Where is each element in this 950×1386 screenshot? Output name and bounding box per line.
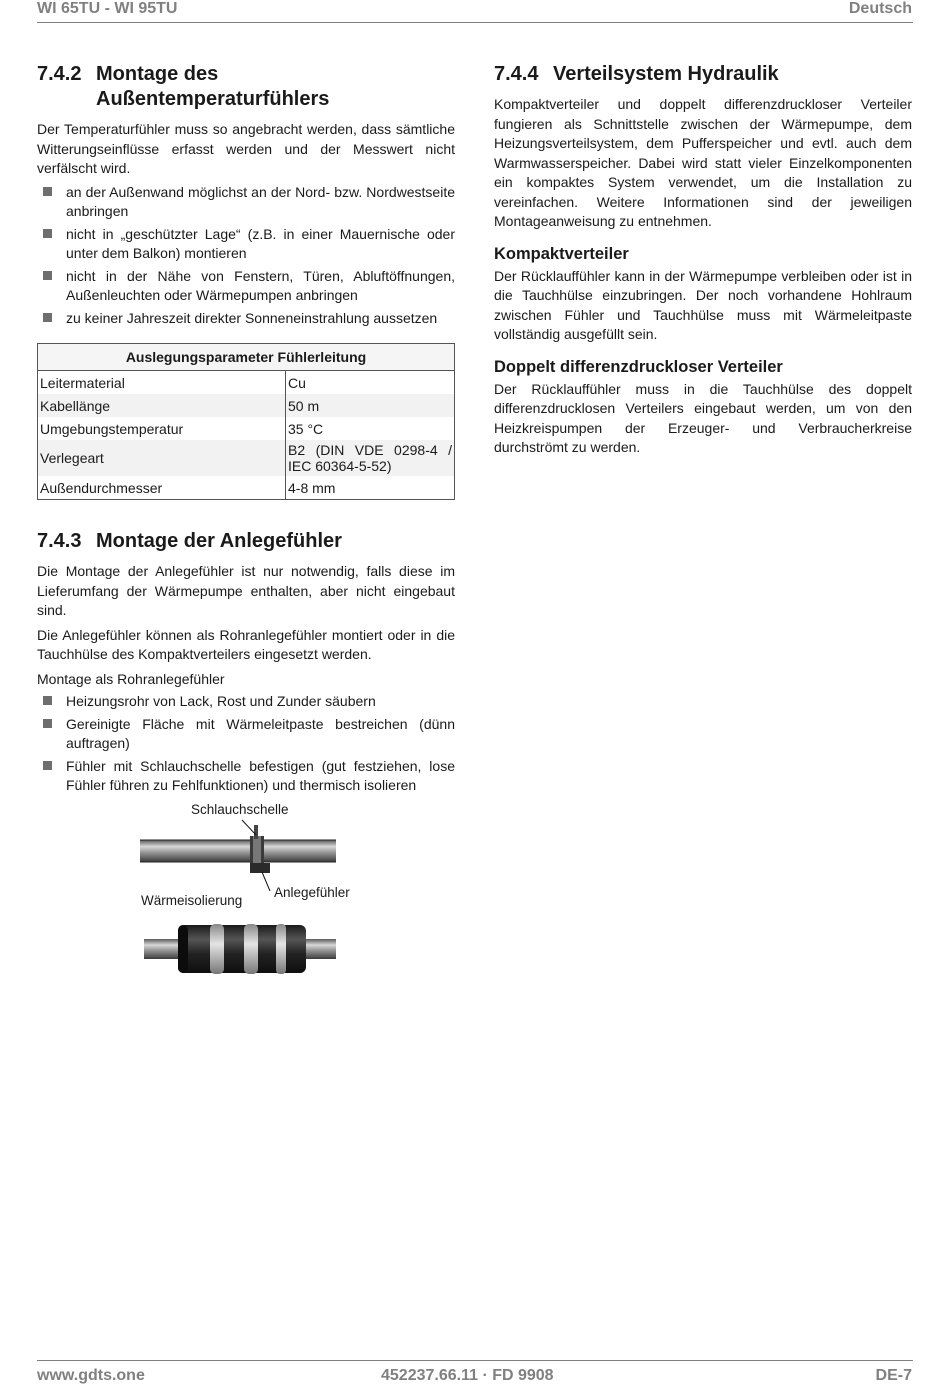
parameter-table-wrapper xyxy=(37,343,455,500)
section-7-4-3 xyxy=(37,529,455,796)
square-bullet-icon xyxy=(43,229,52,238)
table-title: Auslegungsparameter Fühlerleitung xyxy=(38,344,455,371)
paragraph: Montage als Rohranlegefühler xyxy=(37,670,225,687)
table-row: Außendurchmesser 4-8 mm xyxy=(38,476,455,500)
list-item: Fühler mit Schlauchschelle befestigen (gut festziehen, lose Fühler führen zu Fehlfunktionen) und thermisch isolieren xyxy=(37,757,455,796)
paragraph: Der Rücklauffühler muss in die Tauchhülse des doppelt differenzdrucklosen Verteilers eingebaut werden, um von den Heizkreispumpen der Erzeuger- und Verbraucherkreise durchströmt zu werden. xyxy=(494,380,912,455)
bullet-list xyxy=(37,183,455,329)
subsection-title: Doppelt differenzdruckloser Verteiler xyxy=(494,357,783,376)
section-title: Montage der Anlegefühler xyxy=(96,530,342,552)
section-number: 7.4.2 xyxy=(37,63,82,85)
paragraph: Die Montage der Anlegefühler ist nur notwendig, falls diese im Lieferumfang der Wärmepumpe enthalten, aber nicht eingebaut sind. xyxy=(37,563,455,618)
insulated-pipe-icon xyxy=(144,924,336,974)
header-rule xyxy=(37,22,913,23)
paragraph: Die Anlegefühler können als Rohranlegefühler montiert oder in die Tauchhülse des Kompaktverteilers eingesetzt werden. xyxy=(37,626,455,662)
pipe-sensor-figure xyxy=(130,815,350,995)
footer-website: www.gdts.one xyxy=(37,1367,145,1384)
list-item: Heizungsrohr von Lack, Rost und Zunder säubern xyxy=(37,692,455,712)
list-item: nicht in „geschützter Lage“ (z.B. in einer Mauernische oder unter dem Balkon) montieren xyxy=(37,225,455,264)
footer-page-number: DE-7 xyxy=(875,1367,912,1384)
parameter-table xyxy=(37,343,455,500)
section-heading xyxy=(37,529,455,554)
leader-line xyxy=(262,872,270,891)
subsection-title: Kompaktverteiler xyxy=(494,244,629,263)
section-heading xyxy=(37,62,455,112)
square-bullet-icon xyxy=(43,187,52,196)
section-number: 7.4.4 xyxy=(494,63,539,85)
table-row: Verlegeart B2 (DIN VDE 0298-4 / IEC 60364-5-52) xyxy=(38,440,455,476)
table-row: Leitermaterial Cu xyxy=(38,371,455,395)
label-contact-sensor: Anlegefühler xyxy=(274,885,350,900)
section-7-4-4 xyxy=(494,62,912,458)
leader-line xyxy=(242,820,256,835)
section-heading xyxy=(494,62,912,87)
section-title: Verteilsystem Hydraulik xyxy=(553,63,779,85)
section-title-line1: Montage des xyxy=(96,63,219,85)
label-hose-clamp: Schlauchschelle xyxy=(191,802,289,817)
header-language: Deutsch xyxy=(848,0,912,17)
section-title-line2: Außentemperaturfühlers xyxy=(96,88,330,110)
header-product: WI 65TU - WI 95TU xyxy=(37,0,178,17)
paragraph: Der Rücklauffühler kann in der Wärmepumpe verbleiben oder ist in die Tauchhülse einzubringen. Der noch vorhandene Hohlraum zwischen Fühler und Tauchhülse muss mit Wärmeleitpaste vollständig ausgefüllt sein. xyxy=(494,267,912,342)
list-item: nicht in der Nähe von Fenstern, Türen, Abluftöffnungen, Außenleuchten oder Wärmepumpen anbringen xyxy=(37,267,455,306)
list-item: an der Außenwand möglichst an der Nord- bzw. Nordwestseite anbringen xyxy=(37,183,455,222)
contact-sensor-icon xyxy=(250,863,270,873)
list-item: Gereinigte Fläche mit Wärmeleitpaste bestreichen (dünn auftragen) xyxy=(37,715,455,754)
pipe-icon xyxy=(140,840,336,862)
section-number: 7.4.3 xyxy=(37,530,82,552)
bullet-list xyxy=(37,692,455,796)
square-bullet-icon xyxy=(43,271,52,280)
square-bullet-icon xyxy=(43,761,52,770)
footer-document-number: 452237.66.11 · FD 9908 xyxy=(381,1367,554,1384)
list-item: zu keiner Jahreszeit direkter Sonneneinstrahlung aussetzen xyxy=(37,309,455,329)
square-bullet-icon xyxy=(43,313,52,322)
section-7-4-2 xyxy=(37,62,455,328)
paragraph: Kompaktverteiler und doppelt differenzdruckloser Verteiler fungieren als Schnittstelle zwischen der Wärmepumpe, dem Heizungsverteilsystem, dem Pufferspeicher und evtl. auch dem Warmwasserspeicher. Dabei wird statt vieler Einzelkomponenten ein kompaktes System verwendet, um die Installation zu vereinfachen. Weitere Informationen sind der jeweiligen Montageanweisung zu entnehmen. xyxy=(494,96,912,229)
intro-paragraph: Der Temperaturfühler muss so angebracht werden, dass sämtliche Witterungseinflüsse erfasst werden und der Messwert nicht verfälscht wird. xyxy=(37,121,455,176)
label-thermal-insulation: Wärmeisolierung xyxy=(141,893,243,908)
table-row: Umgebungstemperatur 35 °C xyxy=(38,417,455,440)
table-row: Kabellänge 50 m xyxy=(38,394,455,417)
square-bullet-icon xyxy=(43,719,52,728)
square-bullet-icon xyxy=(43,696,52,705)
footer-rule xyxy=(37,1360,913,1361)
